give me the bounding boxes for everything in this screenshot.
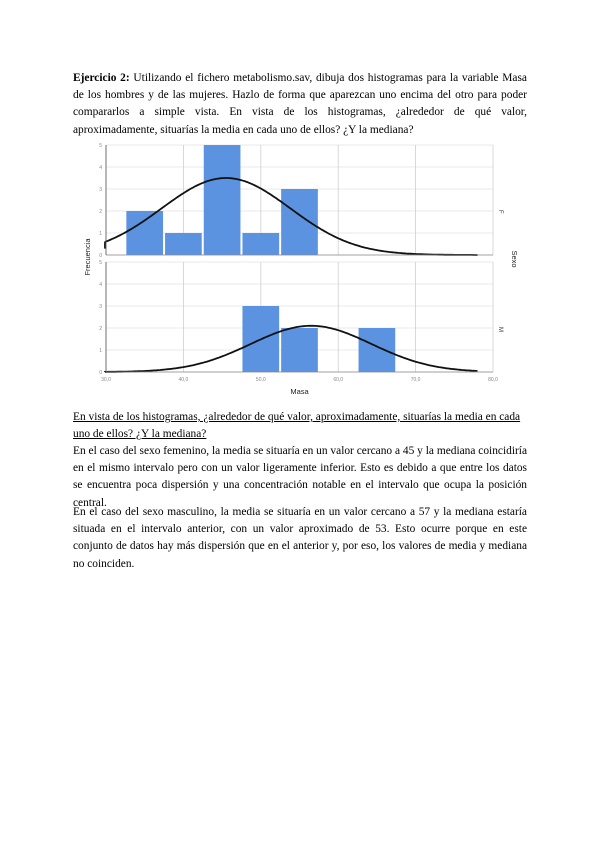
y-tick-label: 2 (99, 209, 102, 215)
y-tick-label: 0 (99, 370, 102, 376)
y-tick-label: 4 (99, 282, 102, 288)
histogram-bar (204, 145, 241, 255)
y-tick-label: 2 (99, 326, 102, 332)
panel-title: Sexo (510, 250, 519, 268)
histogram-bar (281, 328, 318, 372)
y-tick-label: 3 (99, 304, 102, 310)
histogram-bar (242, 233, 279, 255)
x-tick-label: 70,0 (410, 377, 421, 383)
x-axis-title: Masa (290, 387, 309, 396)
y-tick-label: 1 (99, 231, 102, 237)
exercise-statement: Utilizando el fichero metabolismo.sav, dibuja dos histogramas para la variable Masa de los hombres y de las mujeres. Hazlo de forma que aparezcan uno encima del otro para poder compararlos a simple vista. En vista de los histogramas, ¿alrededor de qué valor, aproximadamente, situarías la media en cada uno de ellos? ¿Y la mediana? (73, 72, 527, 136)
y-tick-label: 1 (99, 348, 102, 354)
y-tick-label: 5 (99, 260, 102, 266)
x-tick-label: 40,0 (178, 377, 189, 383)
histogram-bar (165, 233, 202, 255)
x-tick-label: 60,0 (333, 377, 344, 383)
y-tick-label: 0 (99, 253, 102, 259)
histogram-bar (359, 328, 396, 372)
histogram-bar (281, 189, 318, 255)
panel-label: F (497, 210, 503, 214)
x-tick-label: 30,0 (101, 377, 111, 383)
answer-female-paragraph: En el caso del sexo femenino, la media se situaría en un valor cercano a 45 y la mediana coincidiría en el mismo intervalo pero con un valor ligeramente inferior. Esto es debido a que entre los datos se encuentra poca dispersión y una concentración notable en el intervalo que ocupa la posición central. (73, 445, 527, 509)
y-axis-title: Frecuencia (83, 238, 92, 276)
y-tick-label: 3 (99, 187, 102, 193)
intro-paragraph (73, 70, 527, 139)
x-tick-label: 80,0 (488, 377, 498, 383)
y-tick-label: 5 (99, 143, 102, 149)
y-tick-label: 4 (99, 165, 102, 171)
answer-male-paragraph: En el caso del sexo masculino, la media se situaría en un valor cercano a 57 y la mediana estaría situada en el intervalo anterior, con un valor aproximado de 53. Esto ocurre porque en este conjunto de datos hay más dispersión que en el anterior y, por eso, los valores de media y mediana no coinciden. (73, 506, 527, 570)
question-heading: En vista de los histogramas, ¿alrededor de qué valor, aproximadamente, situarías la media en cada uno de ellos? ¿Y la mediana? (73, 411, 521, 441)
panel-label: M (497, 327, 503, 332)
histogram-chart (80, 137, 519, 402)
x-tick-label: 50,0 (255, 377, 266, 383)
exercise-label: Ejercicio 2: (73, 72, 130, 84)
histogram-bar (126, 211, 163, 255)
